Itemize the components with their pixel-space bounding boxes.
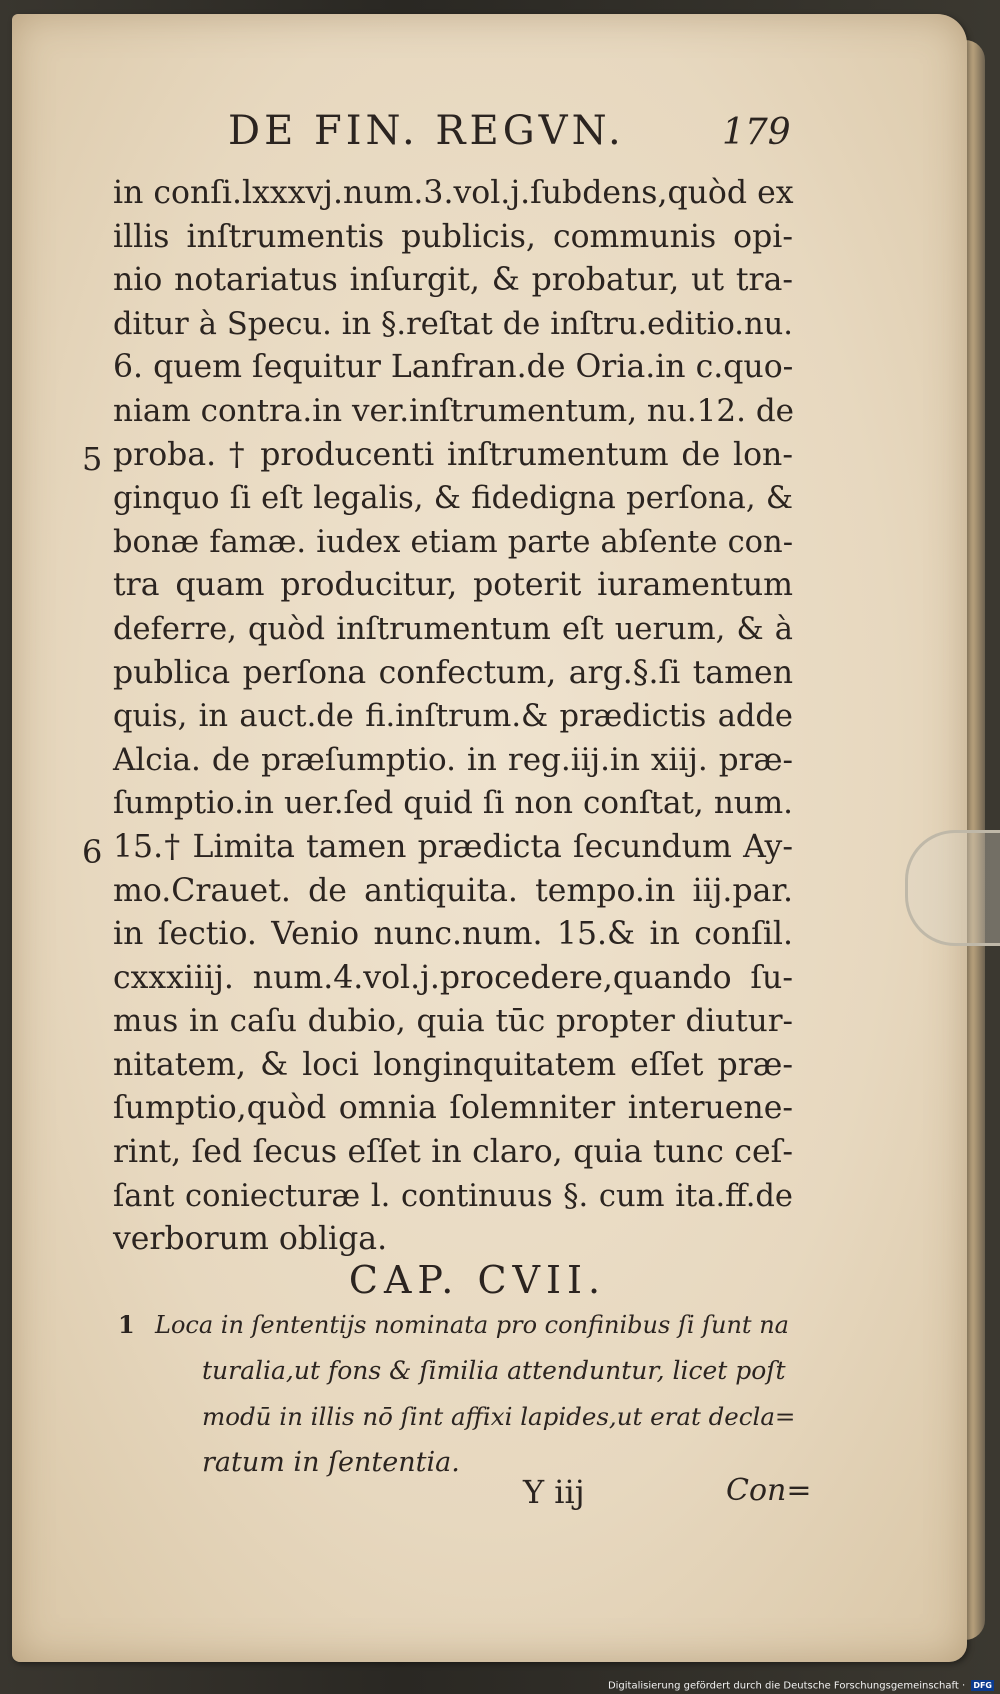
- summary-line: turalia,ut fons & ſimilia attenduntur, licet poſt: [202, 1356, 786, 1385]
- text-line: tra quam producitur, poterit iuramentum: [113, 567, 793, 604]
- chapter-summary: [155, 1302, 795, 1486]
- dfg-logo-icon: DFG: [973, 1680, 992, 1690]
- text-line: 15.† Limita tamen prædicta ſecundum Ay-: [113, 828, 793, 865]
- text-line: ginquo ſi eſt legalis, & fidedigna perſona, &: [113, 481, 793, 517]
- text-line: nitatem, & loci longinquitatem eſſet præ-: [113, 1046, 793, 1083]
- text-line: Alcia. de præſumptio. in reg.iij.in xiij. præ-: [113, 741, 793, 778]
- text-line: cxxxiiij. num.4.vol.j.procedere,quando ſu-: [113, 959, 793, 996]
- summary-number: 1: [118, 1310, 135, 1339]
- text-line: proba. † producenti inſtrumentum de lon-: [113, 436, 793, 473]
- margin-note-number: 5: [82, 440, 103, 478]
- chapter-heading: CAP. CVII.: [348, 1258, 607, 1302]
- margin-note-number: 6: [82, 833, 103, 871]
- text-line: quis, in auct.de fi.inſtrum.& prædictis adde: [113, 699, 793, 735]
- credit-text: Digitalisierung gefördert durch die Deutsche Forschungsgemeinschaft ·: [607, 1680, 966, 1691]
- text-line: rint, ſed ſecus eſſet in claro, quia tunc ceſ-: [113, 1134, 793, 1171]
- text-line: ſumptio.in uer.ſed quid ſi non conſtat, num.: [113, 785, 793, 822]
- text-line: ſant coniecturæ l. continuus §. cum ita.ff.de: [113, 1178, 793, 1214]
- text-line: niam contra.in ver.inſtrumentum, nu.12. de: [113, 392, 795, 429]
- text-line: ſumptio,quòd omnia ſolemniter interuene-: [113, 1090, 793, 1127]
- text-line: mus in caſu dubio, quia tūc propter diutur-: [113, 1003, 793, 1040]
- text-line: in ſectio. Venio nunc.num. 15.& in conſil.: [113, 916, 793, 953]
- text-line: ditur à Specu. in §.reſtat de inſtru.editio.nu.: [113, 306, 793, 342]
- tab-shadow: [905, 830, 1000, 946]
- summary-line: Loca in ſententijs nominata pro confinibus ſi ſunt na: [155, 1311, 789, 1339]
- body-text: [113, 172, 793, 1262]
- folio-number: 179: [722, 112, 791, 153]
- text-line: illis inſtrumentis publicis, communis opi-: [113, 218, 793, 255]
- text-line: 6. quem ſequitur Lanfran.de Oria.in c.quo-: [113, 349, 794, 386]
- running-head: DE FIN. REGVN.: [228, 108, 625, 154]
- text-line: verborum obliga.: [113, 1221, 388, 1258]
- text-line: nio notariatus inſurgit, & probatur, ut tra-: [113, 262, 793, 299]
- summary-line: ratum in ſententia.: [202, 1447, 460, 1478]
- text-line: deferre, quòd inſtrumentum eſt uerum, & à: [113, 611, 793, 647]
- catchword: Con=: [726, 1473, 812, 1508]
- text-line: in conſi.lxxxvj.num.3.vol.j.ſubdens,quòd ex: [113, 175, 794, 211]
- text-line: mo.Crauet. de antiquita. tempo.in iij.par.: [113, 872, 793, 909]
- text-line: bonæ famæ. iudex etiam parte abſente con-: [113, 524, 793, 560]
- digitization-credit: [608, 1680, 994, 1692]
- text-line: publica perſona confectum, arg.§.ſi tamen: [113, 654, 793, 691]
- signature-mark: Y iij: [523, 1473, 585, 1511]
- summary-line: modū in illis nō ſint affixi lapides,ut erat decla=: [202, 1402, 796, 1431]
